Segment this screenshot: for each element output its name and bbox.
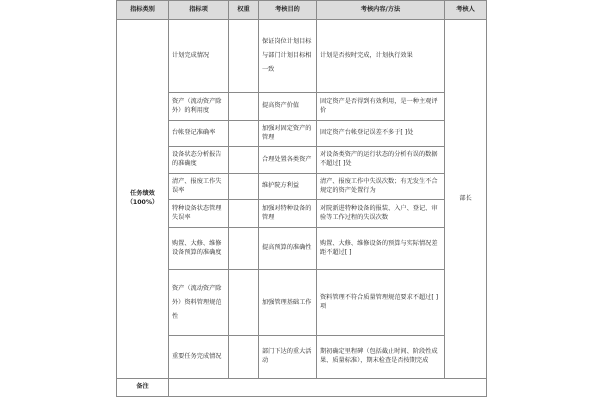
purpose-cell: 加强对固定资产的管理 (259, 121, 317, 147)
weight-cell (229, 336, 259, 379)
category-label: 任务绩效 (130, 190, 155, 198)
header-assessor: 考核人 (445, 1, 487, 20)
weight-cell (229, 200, 259, 228)
weight-cell (229, 174, 259, 200)
content-cell: 购置、大修、维修设备的预算与实际情况差距不超过[ ] (317, 228, 445, 270)
header-row (117, 1, 487, 20)
remark-value (169, 379, 487, 397)
content-cell: 资料管理不符合质量管理规范要求不超过[ ]项 (317, 270, 445, 336)
content-cell: 固定资产是否得到有效利用，是一种主观评价 (317, 93, 445, 121)
content-cell: 固定资产台帐登记误差不多于[ ]处 (317, 121, 445, 147)
table-row (117, 93, 487, 121)
table-row (117, 121, 487, 147)
content-cell: 清产、报废工作中失误次数；有无发生不合规定的资产处置行为 (317, 174, 445, 200)
header-purpose: 考核目的 (259, 1, 317, 20)
category-cell (117, 20, 169, 379)
table-row (117, 228, 487, 270)
table-row (117, 270, 487, 336)
remark-row (117, 379, 487, 397)
purpose-cell: 保证岗位计划目标与部门计划目标相一致 (259, 20, 317, 93)
header-item: 指标项 (169, 1, 229, 20)
table-row (117, 174, 487, 200)
content-cell: 对设备类资产的运行状态的分析有误的数据不超过[ ]处 (317, 147, 445, 174)
purpose-cell: 部门下达的重大活动 (259, 336, 317, 379)
table-row (117, 20, 487, 93)
remark-label: 备注 (117, 379, 169, 397)
purpose-cell: 合理处置各类资产 (259, 147, 317, 174)
purpose-cell: 维护院方利益 (259, 174, 317, 200)
item-cell: 设备状态分析报告的准确度 (169, 147, 229, 174)
table-row (117, 200, 487, 228)
weight-cell (229, 20, 259, 93)
weight-cell (229, 93, 259, 121)
table-row (117, 147, 487, 174)
kpi-table (116, 0, 487, 397)
item-cell: 特种设备状态管理失误率 (169, 200, 229, 228)
purpose-cell: 提高预算的准确性 (259, 228, 317, 270)
weight-cell (229, 147, 259, 174)
content-cell: 期初确定里程碑（包括截止时间、阶段性成果、质量标准），期末检查是否按期完成 (317, 336, 445, 379)
item-cell: 资产（流动资产除外）资料管理规范性 (169, 270, 229, 336)
purpose-cell: 提高资产价值 (259, 93, 317, 121)
header-category: 指标类别 (117, 1, 169, 20)
assessment-sheet (116, 0, 486, 400)
assessor-cell: 部长 (445, 20, 487, 379)
item-cell: 台帐登记准确率 (169, 121, 229, 147)
item-cell: 清产、报废工作失误率 (169, 174, 229, 200)
purpose-cell: 加强对特种设备的管理 (259, 200, 317, 228)
category-weight: （100%） (126, 199, 159, 206)
header-weight: 权重 (229, 1, 259, 20)
header-content: 考核内容/方法 (317, 1, 445, 20)
item-cell: 购置、大修、维修设备预算的准确度 (169, 228, 229, 270)
weight-cell (229, 270, 259, 336)
content-cell: 计划是否按时完成，计划执行效果 (317, 20, 445, 93)
purpose-cell: 加强管理基础工作 (259, 270, 317, 336)
content-cell: 对院新进特种设备的报装、入户、登记、审验等工作过程的失误次数 (317, 200, 445, 228)
item-cell: 重要任务完成情况 (169, 336, 229, 379)
table-row (117, 336, 487, 379)
item-cell: 资产（流动资产除外）的利用度 (169, 93, 229, 121)
item-cell: 计划完成情况 (169, 20, 229, 93)
weight-cell (229, 121, 259, 147)
weight-cell (229, 228, 259, 270)
